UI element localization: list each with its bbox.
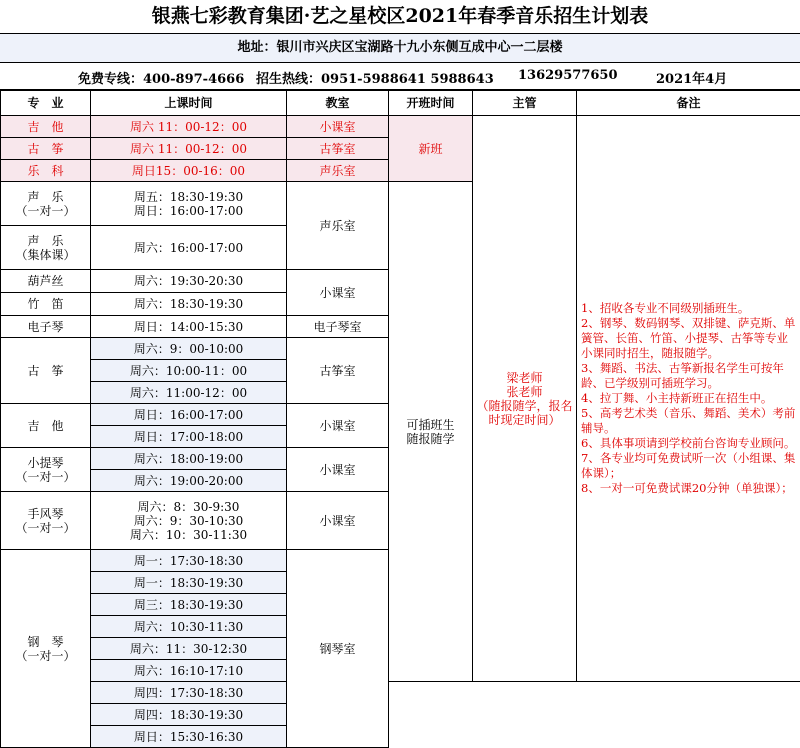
table-row <box>1 726 800 748</box>
note-item: 3、舞蹈、书法、古筝新报名学生可按年龄、已学级别可插班学习。 <box>581 361 796 391</box>
header-notes: 备注 <box>577 91 800 116</box>
time-cell: 周六：10:30-11:30 <box>91 616 287 638</box>
mobile-number: 13629577650 <box>518 68 618 83</box>
note-item: 2、钢琴、数码钢琴、双排键、萨克斯、单簧管、长笛、竹笛、小提琴、古筝等专业小课同时招生，随报随学。 <box>581 316 796 361</box>
major-cell <box>1 492 91 550</box>
schedule-table <box>0 90 800 748</box>
major-cell <box>1 550 91 748</box>
note-item: 6、具体事项请到学校前台咨询专业顾问。 <box>581 436 796 451</box>
time-cell: 周日：15:30-16:30 <box>91 726 287 748</box>
manager-line: 梁老师 <box>475 371 574 385</box>
major-cell: 竹 笛 <box>1 293 91 316</box>
room-cell: 小课室 <box>287 404 389 448</box>
major-cell <box>1 182 91 226</box>
time-cell: 周一：17:30-18:30 <box>91 550 287 572</box>
time-cell: 周日：17:00-18:00 <box>91 426 287 448</box>
room-cell: 小课室 <box>287 492 389 550</box>
time-cell: 周六：16:10-17:10 <box>91 660 287 682</box>
room-cell: 古筝室 <box>287 138 389 160</box>
major-line: 钢 琴 <box>3 635 88 649</box>
time-cell: 周六 11：00-12：00 <box>91 138 287 160</box>
time-cell: 周六：11：30-12:30 <box>91 638 287 660</box>
note-item: 5、高考艺术类（音乐、舞蹈、美术）考前辅导。 <box>581 406 796 436</box>
open-line: 可插班生 <box>391 418 470 432</box>
major-cell: 葫芦丝 <box>1 270 91 293</box>
room-cell: 声乐室 <box>287 160 389 182</box>
time-line: 周日：16:00-17:00 <box>93 204 284 218</box>
time-cell: 周六：19:30-20:30 <box>91 270 287 293</box>
time-cell: 周六：9：00-10:00 <box>91 338 287 360</box>
major-line: 声 乐 <box>3 190 88 204</box>
date-label: 2021年4月 <box>656 68 727 87</box>
header-manager: 主管 <box>473 91 577 116</box>
address: 地址：银川市兴庆区宝湖路十九小东侧互成中心一二层楼 <box>0 34 800 63</box>
notes-cell <box>577 116 800 682</box>
time-line: 周五：18:30-19:30 <box>93 190 284 204</box>
time-cell: 周日：16:00-17:00 <box>91 404 287 426</box>
room-cell: 小课室 <box>287 116 389 138</box>
time-cell: 周六：11:00-12：00 <box>91 382 287 404</box>
major-line: （一对一） <box>3 649 88 663</box>
note-item: 8、一对一可免费试课20分钟（单独课）； <box>581 481 796 496</box>
header-open: 开班时间 <box>389 91 473 116</box>
time-cell <box>91 492 287 550</box>
time-line: 周六：10：30-11:30 <box>93 528 284 542</box>
time-cell <box>91 182 287 226</box>
header-room: 教室 <box>287 91 389 116</box>
table-header-row <box>1 91 800 116</box>
major-cell: 乐 科 <box>1 160 91 182</box>
open-cell-new: 新班 <box>389 116 473 182</box>
time-cell: 周六 11：00-12：00 <box>91 116 287 138</box>
room-cell: 电子琴室 <box>287 316 389 338</box>
manager-cell <box>473 116 577 682</box>
major-line: 小提琴 <box>3 456 88 470</box>
enroll-hotline: 招生热线：0951-5988641 5988643 <box>256 68 494 87</box>
major-line: （一对一） <box>3 204 88 218</box>
time-cell: 周日：14:00-15:30 <box>91 316 287 338</box>
table-row <box>1 682 800 704</box>
time-cell: 周六：18:30-19:30 <box>91 293 287 316</box>
table-row <box>1 116 800 138</box>
time-cell: 周六：10:00-11：00 <box>91 360 287 382</box>
manager-line: 时现定时间） <box>475 413 574 427</box>
time-cell: 周六：19:00-20:00 <box>91 470 287 492</box>
open-line: 随报随学 <box>391 432 470 446</box>
time-cell: 周一：18:30-19:30 <box>91 572 287 594</box>
note-item: 7、各专业均可免费试听一次（小组课、集体课）； <box>581 451 796 481</box>
page-title: 银燕七彩教育集团·艺之星校区2021年春季音乐招生计划表 <box>0 0 800 34</box>
major-cell: 古 筝 <box>1 338 91 404</box>
note-item: 1、招收各专业不同级别插班生。 <box>581 301 796 316</box>
time-cell: 周四：18:30-19:30 <box>91 704 287 726</box>
time-cell: 周四：17:30-18:30 <box>91 682 287 704</box>
major-cell <box>1 226 91 270</box>
room-cell: 声乐室 <box>287 182 389 270</box>
major-cell: 电子琴 <box>1 316 91 338</box>
major-cell: 吉 他 <box>1 116 91 138</box>
free-hotline: 免费专线：400-897-4666 <box>78 68 244 87</box>
major-line: （一对一） <box>3 521 88 535</box>
manager-line: 张老师 <box>475 385 574 399</box>
time-line: 周六：9：30-10:30 <box>93 514 284 528</box>
contact-bar <box>0 63 800 90</box>
header-major: 专 业 <box>1 91 91 116</box>
room-cell: 古筝室 <box>287 338 389 404</box>
major-cell: 古 筝 <box>1 138 91 160</box>
manager-line: （随报随学，报名 <box>475 399 574 413</box>
time-cell: 周三：18:30-19:30 <box>91 594 287 616</box>
time-cell: 周六：16:00-17:00 <box>91 226 287 270</box>
room-cell: 钢琴室 <box>287 550 389 748</box>
time-cell: 周六：18:00-19:00 <box>91 448 287 470</box>
room-cell: 小课室 <box>287 448 389 492</box>
time-line: 周六：8：30-9:30 <box>93 500 284 514</box>
time-cell: 周日15：00-16：00 <box>91 160 287 182</box>
open-cell-insert <box>389 182 473 682</box>
header-time: 上课时间 <box>91 91 287 116</box>
major-line: 声 乐 <box>3 234 88 248</box>
major-cell <box>1 448 91 492</box>
major-cell: 吉 他 <box>1 404 91 448</box>
major-line: 手风琴 <box>3 507 88 521</box>
note-item: 4、拉丁舞、小主持新班正在招生中。 <box>581 391 796 406</box>
table-row <box>1 704 800 726</box>
major-line: （一对一） <box>3 470 88 484</box>
major-line: （集体课） <box>3 248 88 262</box>
room-cell: 小课室 <box>287 270 389 316</box>
